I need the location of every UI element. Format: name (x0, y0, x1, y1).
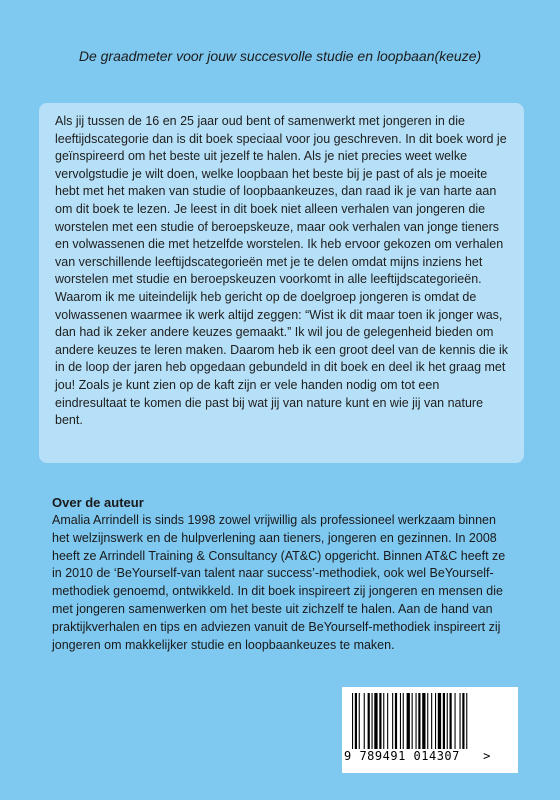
barcode-stripe (422, 693, 425, 749)
barcode-stripe (372, 693, 373, 749)
blurb-text: Als jij tussen de 16 en 25 jaar oud bent of samenwerkt met jongeren in die leeftijdscategorie dan is dit boek speciaal voor jou geschreven. In dit boek word je geïnspireerd om het beste uit jezelf te halen. Als je niet precies weet welke vervolgstudie je wilt doen, welke loopbaan het beste bij je past of als je moeite hebt met het maken van studie of loopbaankeuzes, dan raad ik je van harte aan om dit boek te lezen. Je leest in dit boek niet alleen verhalen van jongeren die worstelen met een studie of beroepskeuze, maar ook verhalen van jonge tieners en volwassenen die met hetzelfde worstelen. Ik heb ervoor gekozen om verhalen van verschillende leeftijdscategorieën met je te delen omdat mijns inziens het worstelen met studie en beroepskeuzen voorkomt in alle leeftijdscategorieën. Waarom ik me uiteindelijk heb gericht op de doelgroep jongeren is omdat de volwassenen waarmee ik werk altijd zeggen: “Wist ik dit maar toen ik jonger was, dan had ik zeker andere keuzes gemaakt.” Ik wil jou de gelegenheid bieden om andere keuzes te leren maken. Daarom heb ik een groot deel van de kennis die ik in de loop der jaren heb opgedaan gebundeld in dit boek en deel ik het graag met jou! Zoals je kunt zien op de kaft zijn er vele handen nodig om tot een eindresultaat te komen die past bij wat jij van nature kunt en wie jij van nature bent. (55, 114, 509, 428)
barcode-stripe (403, 693, 404, 749)
blurb-panel (39, 103, 524, 463)
barcode-stripe (383, 693, 384, 749)
barcode-stripe (359, 693, 360, 749)
barcode-stripe (412, 693, 413, 749)
barcode-stripe (466, 693, 467, 749)
author-bio: Amalia Arrindell is sinds 1998 zowel vrijwillig als professioneel werkzaam binnen het welzijnswerk en de hulpverlening aan tieners, jongeren en gezinnen. In 2008 heeft ze Arrindell Training & Consultancy (AT&C) opgericht. Binnen AT&C heeft ze in 2010 de ‘BeYourself-van talent naar success’-methodiek, ook wel BeYourself-methodiek genoemd, ontwikkeld. In dit boek inspireert zij jongeren en mensen die met jongeren samenwerken om het beste uit zichzelf te halen. Aan de hand van praktijkverhalen en tips en adviezen vanuit de BeYourself-methodiek inspireert zij jongeren om makkelijker studie en loopbaankeuzes te maken. (52, 513, 506, 652)
barcode-stripe (447, 693, 448, 749)
barcode-bars (350, 693, 510, 751)
barcode-stripe (400, 693, 401, 749)
barcode-stripe (443, 693, 445, 749)
barcode-stripe (352, 693, 353, 749)
barcode-stripe (455, 693, 456, 749)
isbn-barcode (342, 687, 518, 773)
barcode-number: 9 789491 014307 (344, 749, 460, 763)
author-section (52, 494, 512, 654)
barcode-marker: > (483, 749, 491, 763)
barcode-stripe (431, 693, 432, 749)
barcode-stripe (438, 693, 441, 749)
barcode-stripe (435, 693, 436, 749)
barcode-stripe (392, 693, 393, 749)
barcode-stripe (418, 693, 420, 749)
barcode-stripe (462, 693, 464, 749)
barcode-stripe (368, 693, 370, 749)
barcode-digits (344, 749, 516, 763)
barcode-stripe (450, 693, 452, 749)
barcode-stripe (364, 693, 365, 749)
barcode-stripe (407, 693, 410, 749)
author-heading: Over de auteur (52, 495, 144, 510)
barcode-stripe (374, 693, 377, 749)
barcode-stripe (387, 693, 388, 749)
barcode-stripe (379, 693, 381, 749)
barcode-stripe (427, 693, 428, 749)
barcode-stripe (460, 693, 461, 749)
barcode-stripe (355, 693, 357, 749)
barcode-stripe (416, 693, 417, 749)
barcode-stripe (395, 693, 397, 749)
tagline: De graadmeter voor jouw succesvolle studie en loopbaan(keuze) (78, 48, 482, 64)
